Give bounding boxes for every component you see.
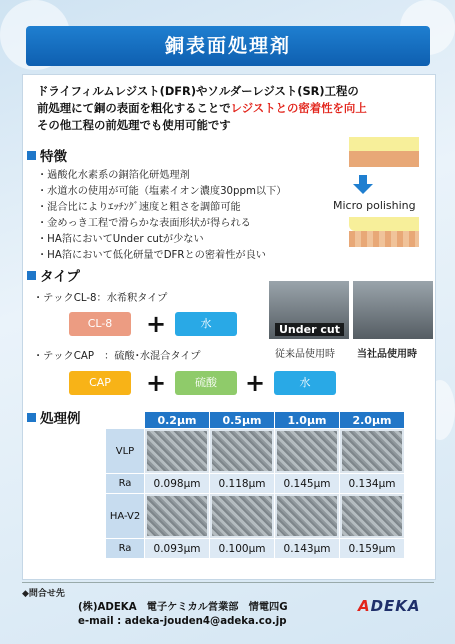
logo-letter-a: A	[358, 597, 371, 615]
feature-item: ・HA箔において低化研量でDFRとの密着性が良い	[37, 250, 266, 261]
contact-title: ◆問合せ先	[22, 589, 65, 599]
column-header: 0.5μm	[210, 412, 275, 429]
ra-value: 0.093μm	[145, 539, 210, 559]
under-cut-label: Under cut	[275, 323, 344, 336]
footer-divider	[22, 582, 434, 583]
plus-icon: +	[146, 369, 167, 397]
copper-before-diagram	[349, 137, 419, 167]
table-row	[106, 494, 405, 539]
table-corner	[106, 412, 145, 429]
sem-image	[340, 429, 405, 474]
contact-info	[78, 601, 288, 629]
square-bullet-icon	[27, 413, 36, 422]
intro-line-2	[37, 100, 367, 117]
page-title: 銅表面処理剤	[26, 26, 430, 66]
features-heading-text: 特徴	[40, 149, 67, 165]
feature-item: ・HA箔においてUnder cutが少ない	[37, 234, 204, 245]
examples-heading-text: 処理例	[40, 411, 81, 427]
roughened-copper-layer	[349, 231, 419, 247]
column-header: 1.0μm	[275, 412, 340, 429]
table-row	[106, 539, 405, 559]
ra-value: 0.100μm	[210, 539, 275, 559]
arrow-down-icon	[353, 175, 373, 195]
plus-icon: +	[245, 369, 266, 397]
contact-company: (株)ADEKA 電子ケミカル営業部 情電四G	[78, 602, 288, 613]
column-header: 2.0μm	[340, 412, 405, 429]
intro-text	[37, 83, 367, 134]
logo-letters: DEKA	[370, 597, 421, 615]
resist-layer	[349, 217, 419, 231]
table-header-row	[106, 412, 405, 429]
acid-pill: 硫酸	[175, 371, 237, 395]
sem-image	[210, 494, 275, 539]
intro-line-1: ドライフィルムレジスト(DFR)やソルダーレジスト(SR)工程の	[37, 84, 359, 98]
column-header: 0.2μm	[145, 412, 210, 429]
sem-image	[275, 429, 340, 474]
ra-label: Ra	[106, 474, 145, 494]
sem-image	[210, 429, 275, 474]
type-heading	[27, 265, 80, 285]
row-label: HA-V2	[106, 494, 145, 539]
sem-image	[275, 494, 340, 539]
ra-value: 0.098μm	[145, 474, 210, 494]
feature-list	[37, 168, 286, 264]
water-pill: 水	[175, 312, 237, 336]
feature-item: ・過酸化水素系の銅箔化研処理剤	[37, 170, 190, 181]
ra-value: 0.143μm	[275, 539, 340, 559]
cl8-pill: CL-8	[69, 312, 131, 336]
caption-conventional: 従来品使用時	[275, 349, 335, 360]
feature-item: ・水道水の使用が可能（塩素イオン濃度30ppm以下）	[37, 186, 287, 197]
intro-line-2-prefix: 前処理にて銅の表面を粗化することで	[37, 101, 231, 115]
table-row	[106, 474, 405, 494]
row-label: VLP	[106, 429, 145, 474]
plus-icon: +	[146, 310, 167, 338]
resist-layer	[349, 137, 419, 151]
contact-email: e-mail : adeka-jouden4@adeka.co.jp	[78, 616, 287, 627]
intro-line-3: その他工程の前処理でも使用可能です	[37, 118, 231, 132]
examples-heading	[27, 407, 81, 427]
ra-label: Ra	[106, 539, 145, 559]
ra-value: 0.145μm	[275, 474, 340, 494]
micro-polishing-label: Micro polishing	[333, 199, 416, 212]
ra-value: 0.134μm	[340, 474, 405, 494]
ra-value: 0.159μm	[340, 539, 405, 559]
water-pill: 水	[274, 371, 336, 395]
type1-label: ・テックCL-8：水希釈タイプ	[33, 293, 168, 304]
examples-table	[105, 411, 405, 559]
table-row	[106, 429, 405, 474]
type-heading-text: タイプ	[40, 269, 80, 285]
type2-label: ・テックCAP ：硫酸･水混合タイプ	[33, 351, 201, 362]
intro-highlight: レジストとの密着性を向上	[230, 101, 367, 115]
features-heading	[27, 145, 67, 165]
sem-image	[340, 494, 405, 539]
square-bullet-icon	[27, 151, 36, 160]
feature-item: ・金めっき工程で滑らかな表面形状が得られる	[37, 218, 251, 229]
caption-ours: 当社品使用時	[357, 349, 417, 360]
feature-item: ・混合比によりｴｯﾁﾝｸﾞ速度と粗さを調節可能	[37, 202, 241, 213]
adeka-logo	[358, 597, 421, 615]
sem-image	[145, 494, 210, 539]
sem-image-ours	[353, 281, 433, 339]
sem-image	[145, 429, 210, 474]
copper-after-diagram	[349, 217, 419, 247]
cap-pill: CAP	[69, 371, 131, 395]
ra-value: 0.118μm	[210, 474, 275, 494]
square-bullet-icon	[27, 271, 36, 280]
content-card	[22, 74, 436, 580]
copper-layer	[349, 151, 419, 167]
